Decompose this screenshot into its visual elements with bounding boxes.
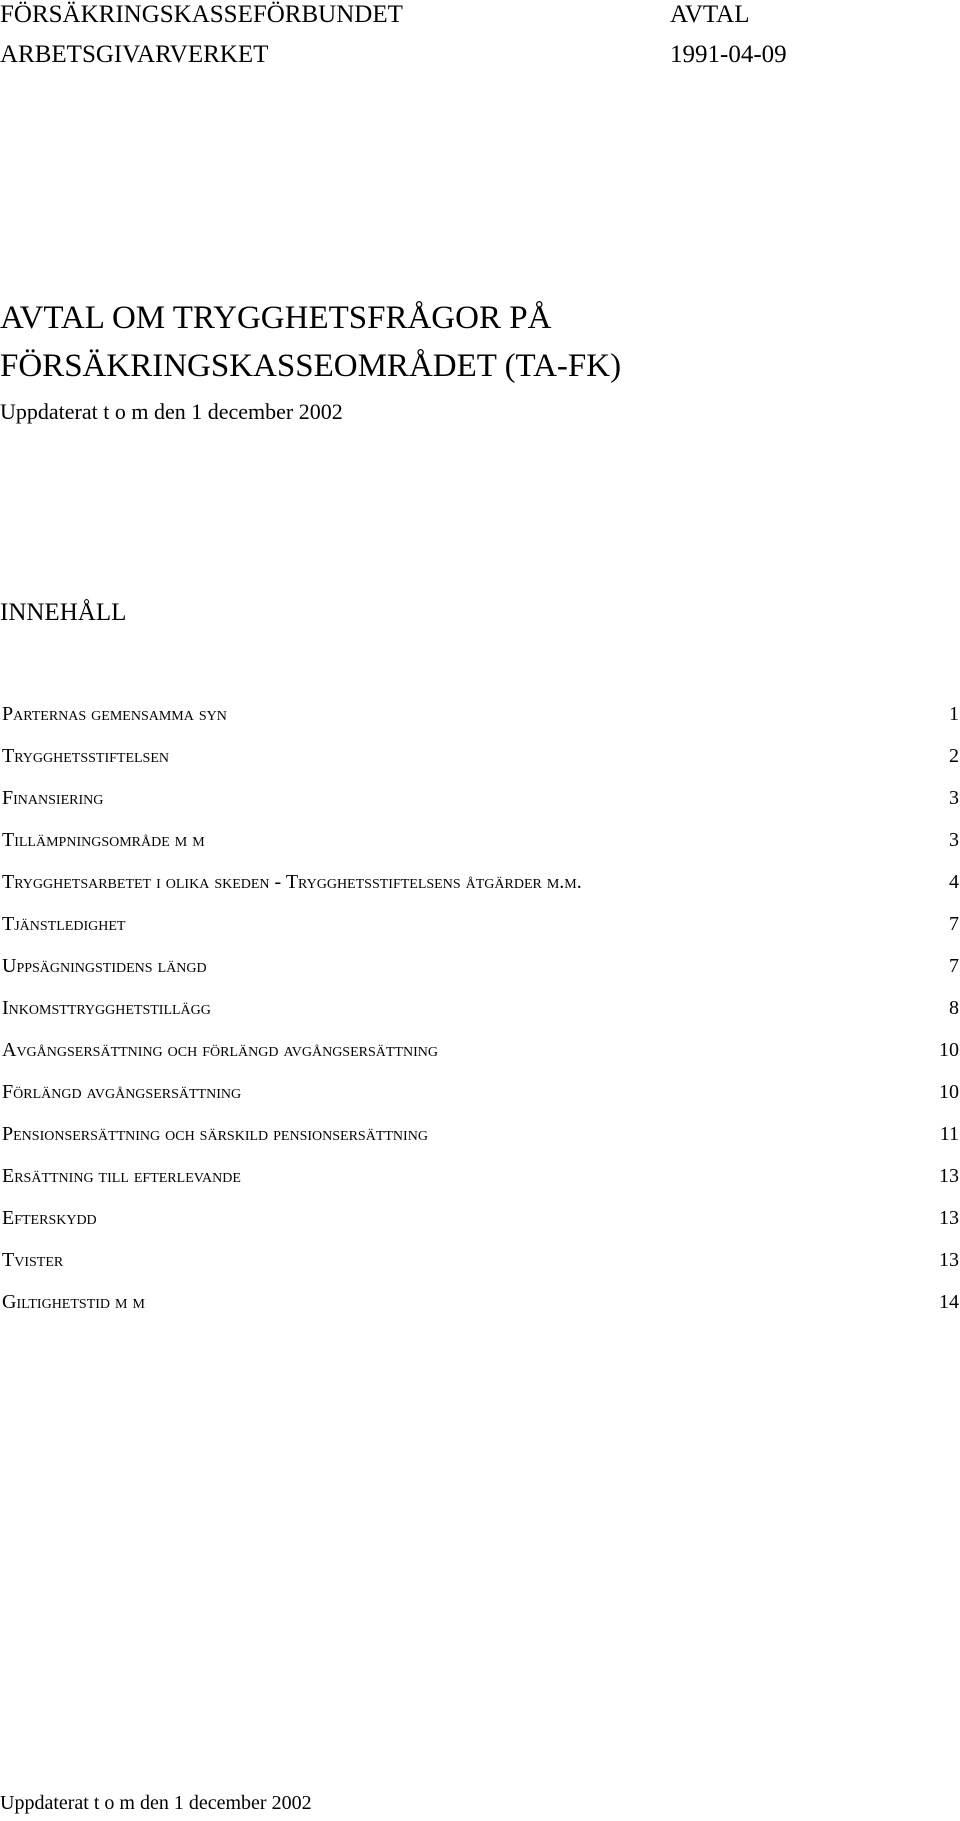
- toc-item-title: Giltighetstid m m: [2, 1291, 145, 1313]
- toc-item-page: 13: [939, 1207, 959, 1229]
- toc-item-page: 1: [949, 703, 959, 725]
- toc-item-page: 13: [939, 1165, 959, 1187]
- toc-item: [2, 952, 959, 980]
- toc-item-page: 4: [949, 871, 959, 893]
- toc-item-page: 7: [949, 955, 959, 977]
- toc-heading: INNEHÅLL: [0, 599, 127, 626]
- toc-item-title: Trygghetsstiftelsen: [2, 745, 170, 767]
- toc-item-page: 3: [949, 829, 959, 851]
- toc-item: [2, 700, 959, 728]
- toc-item-page: 2: [949, 745, 959, 767]
- toc-item-title: Pensionsersättning och särskild pensionsersättning: [2, 1123, 428, 1145]
- toc-item-title: Uppsägningstidens längd: [2, 955, 207, 977]
- document-subtitle: Uppdaterat t o m den 1 december 2002: [0, 399, 343, 424]
- toc-item-page: 10: [939, 1081, 959, 1103]
- organization-name-2: ARBETSGIVARVERKET: [0, 41, 269, 68]
- toc-item: [2, 742, 959, 770]
- toc-item-title: Inkomsttrygghetstillägg: [2, 997, 211, 1019]
- document-title-line-1: AVTAL OM TRYGGHETSFRÅGOR PÅ: [0, 300, 552, 336]
- toc-item: [2, 1204, 959, 1232]
- toc-item-title: Tvister: [2, 1249, 64, 1271]
- organization-name-1: FÖRSÄKRINGSKASSEFÖRBUNDET: [0, 1, 403, 28]
- toc-item-title: Finansiering: [2, 787, 104, 809]
- toc-item: [2, 994, 959, 1022]
- toc-item-title: Förlängd avgångsersättning: [2, 1081, 242, 1103]
- toc-item: [2, 1078, 959, 1106]
- toc-item: [2, 826, 959, 854]
- toc-item-page: 3: [949, 787, 959, 809]
- toc-item-title: Trygghetsarbetet i olika skeden - Trygghetsstiftelsens åtgärder m.m.: [2, 871, 582, 893]
- document-title-line-2: FÖRSÄKRINGSKASSEOMRÅDET (TA-FK): [0, 348, 622, 384]
- toc-item-title: Efterskydd: [2, 1207, 97, 1229]
- page-footer: Uppdaterat t o m den 1 december 2002: [0, 1792, 312, 1814]
- toc-item: [2, 868, 959, 896]
- toc-item-title: Ersättning till efterlevande: [2, 1165, 241, 1187]
- toc-item-page: 11: [939, 1123, 959, 1145]
- toc-item-title: Avgångsersättning och förlängd avgångsersättning: [2, 1039, 438, 1061]
- toc-item-page: 10: [939, 1039, 959, 1061]
- toc-item: [2, 1288, 959, 1316]
- toc-item-page: 8: [949, 997, 959, 1019]
- toc-item-title: Parternas gemensamma syn: [2, 703, 227, 725]
- document-date: 1991-04-09: [670, 41, 787, 68]
- toc-item-page: 7: [949, 913, 959, 935]
- toc-item-title: Tillämpningsområde m m: [2, 829, 205, 851]
- toc-item: [2, 910, 959, 938]
- toc-item-title: Tjänstledighet: [2, 913, 126, 935]
- toc-item: [2, 1246, 959, 1274]
- document-type: AVTAL: [670, 1, 750, 28]
- toc-item-page: 14: [939, 1291, 959, 1313]
- toc-item: [2, 784, 959, 812]
- toc-item-page: 13: [939, 1249, 959, 1271]
- toc-item: [2, 1036, 959, 1064]
- toc-item: [2, 1162, 959, 1190]
- toc-item: [2, 1120, 959, 1148]
